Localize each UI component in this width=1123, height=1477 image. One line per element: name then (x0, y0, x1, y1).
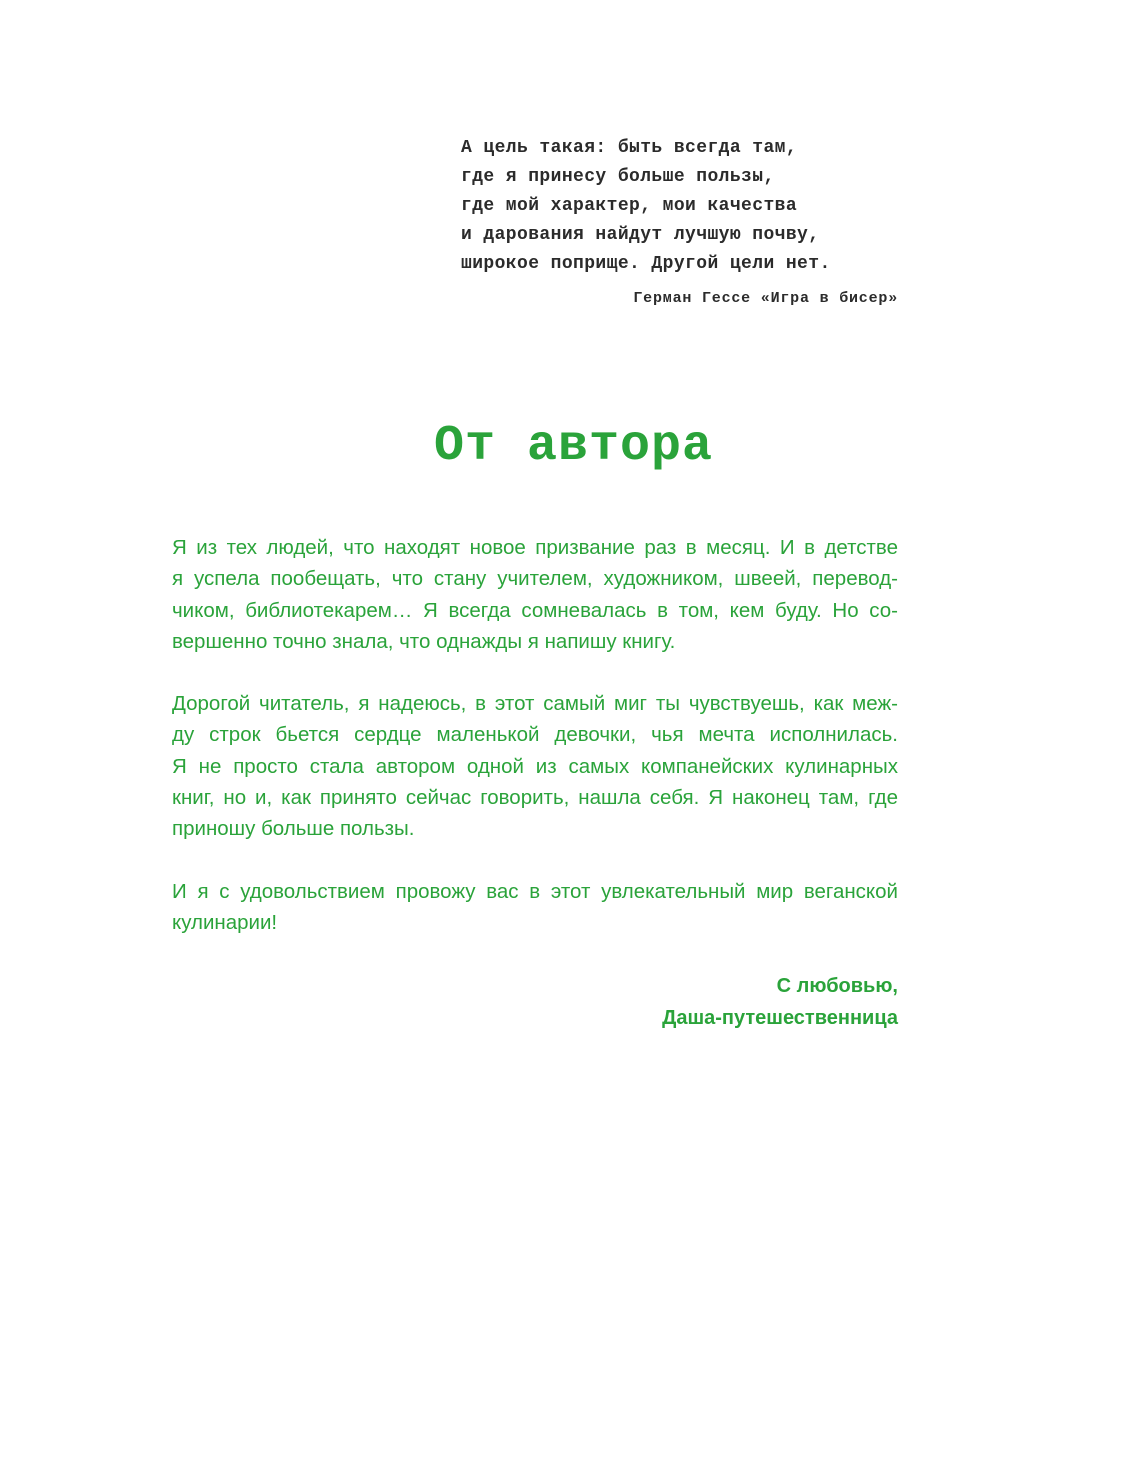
epigraph-line: и дарования найдут лучшую почву, (461, 225, 820, 245)
body-text (172, 532, 898, 969)
page-title: От автора (433, 418, 714, 475)
epigraph-line: где мой характер, мои качества (461, 196, 798, 216)
paragraph-line: книг, но и, как принято сейчас говорить, нашла себя. Я наконец там, где (172, 786, 898, 810)
paragraph-line: чиком, библиотекарем… Я всегда сомневалась в том, кем буду. Но со- (172, 598, 898, 622)
paragraph-2 (172, 688, 898, 844)
paragraph-line: кулинарии! (172, 910, 278, 934)
signature (172, 970, 898, 1034)
signature-author: Даша-путешественница (662, 1007, 898, 1029)
paragraph-line: Дорогой читатель, я надеюсь, в этот самый миг ты чувствуешь, как меж- (172, 692, 898, 716)
epigraph-source: Герман Гессе «Игра в бисер» (633, 290, 898, 307)
epigraph-line: где я принесу больше пользы, (461, 167, 775, 187)
paragraph-line: И я с удовольствием провожу вас в этот увлекательный мир веганской (172, 879, 898, 903)
paragraph-line: вершенно точно знала, что однажды я напишу книгу. (172, 629, 676, 653)
paragraph-line: Я не просто стала автором одной из самых компанейских кулинарных (172, 754, 898, 778)
paragraph-line: Я из тех людей, что находят новое призвание раз в месяц. И в детстве (172, 536, 898, 559)
epigraph-line: широкое поприще. Другой цели нет. (461, 254, 831, 274)
paragraph-line: ду строк бьется сердце маленькой девочки, чья мечта исполнилась. (172, 723, 898, 747)
paragraph-1 (172, 532, 898, 657)
signature-greeting: С любовью, (776, 975, 898, 997)
paragraph-3 (172, 876, 898, 939)
paragraph-line: приношу больше пользы. (172, 817, 415, 841)
epigraph (461, 134, 901, 279)
paragraph-line: я успела пообещать, что стану учителем, художником, швеей, перевод- (172, 567, 898, 591)
epigraph-line: А цель такая: быть всегда там, (461, 138, 798, 158)
